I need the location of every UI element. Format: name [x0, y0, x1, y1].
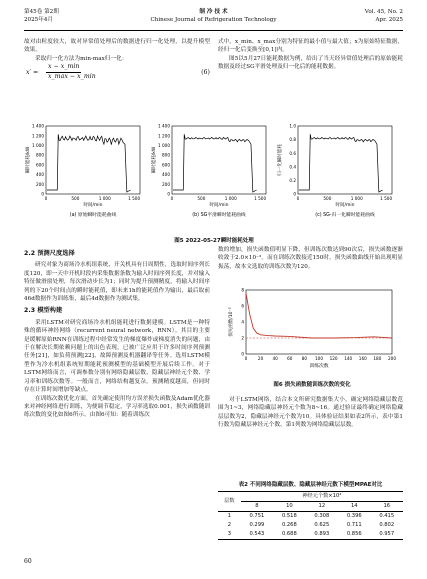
x-tick-label: 1 500 [380, 196, 393, 201]
column-header: 14 [338, 502, 370, 512]
figure-6-caption: 图6 损失函数随训练次数的变化 [273, 382, 351, 388]
table-cell: 0.751 [249, 513, 265, 519]
y-axis-label: 瞬时能耗/kW [152, 146, 157, 174]
formula-denominator: x_max − x_min [48, 73, 96, 81]
x-tick-label: 500 [323, 196, 332, 201]
table-cell: 0.802 [379, 522, 395, 528]
y-tick-label: 800 [36, 152, 44, 158]
x-tick-label: 40 [272, 356, 278, 361]
journal-title-en: Chinese Journal of Refrigeration Technology [150, 17, 277, 23]
table-row [218, 530, 403, 540]
left-top-column [24, 38, 210, 85]
column-header: 12 [306, 502, 338, 512]
y-tick-label: 200 [36, 181, 44, 187]
x-axis-label: 时间/min [209, 203, 229, 208]
table-cell: 0.543 [249, 531, 265, 537]
column-header: 8 [241, 502, 273, 512]
volume-en: Vol. 45, No. 2 [364, 9, 403, 15]
panel-caption: (c) SG-归一化瞬时能耗曲线 [315, 213, 375, 218]
energy-curve [47, 134, 131, 192]
column-header: 16 [371, 502, 404, 512]
page-header [24, 8, 403, 32]
x-tick-label: 1 000 [350, 196, 363, 201]
loss-curve [246, 293, 392, 338]
x-tick-label: 0 [244, 356, 248, 361]
x-tick-label: 160 [358, 356, 367, 361]
x-tick-label: 1 500 [254, 196, 267, 201]
paragraph: 故对由粒度较大，故对异常值处理后的数据进行归一化处理，以提升模型效果。 [24, 39, 210, 54]
x-tick-label: 80 [301, 356, 308, 361]
formula-lhs: x′ = [26, 69, 39, 77]
x-tick-label: 200 [388, 356, 396, 361]
x-tick-label: 0 [44, 196, 48, 201]
x-axis-label: 时间/min [83, 203, 103, 208]
y-tick-label: 0.8 [289, 137, 296, 143]
plot-frame [246, 290, 392, 354]
y-tick-label: 800 [162, 152, 170, 158]
table-span-header: 神经元个数×10⁴ [241, 492, 403, 502]
x-tick-label: 120 [329, 356, 338, 361]
table-cell: 0.856 [346, 531, 362, 537]
table-cell: 3 [227, 531, 231, 537]
figure-6 [222, 286, 402, 386]
figure-5-panel [150, 124, 266, 218]
y-axis-label: 瞬时能耗/kW [26, 146, 31, 174]
table-cell: 0.415 [379, 513, 395, 519]
table-cell: 0.957 [379, 531, 395, 537]
paragraph: 式中，x_min、x_max分别为特征的最小值与最大值；x为原始特征数据，经归一化后变换至[0,1]内。 [218, 39, 403, 54]
table-2-grid [218, 491, 403, 540]
y-tick-label: 0 [41, 191, 44, 197]
paragraph: 在训练次数优化方面，首先确定使用均方误差损失函数及Adam优化器来对神经网络进行训练，为便调节稳定，学习率选取0.001，损失函数随训练次数的变化如图6所示。由图6可知：随着训练次 [24, 395, 210, 419]
y-tick-label: 0 [241, 351, 244, 357]
section-2-3-title: 2.3 模型构建 [24, 307, 63, 315]
y-tick-label: 1.0 [289, 123, 296, 129]
y-tick-label: 400 [162, 172, 170, 178]
energy-curve [173, 134, 257, 192]
x-tick-label: 1 500 [128, 196, 141, 201]
y-tick-label: 0.6 [289, 150, 296, 156]
left-main-column [24, 246, 210, 420]
table-cell: 0.396 [346, 513, 362, 519]
x-axis-label: 训练次数 [309, 364, 329, 369]
table-cell: 0.625 [314, 522, 330, 528]
column-header: 10 [273, 502, 305, 512]
paragraph: 数的增加，损失函数值明显下降，但训练次数达到90次后，损失函数逐渐收敛于2.0×10⁻³。而在训练次数接近150时，损失函数曲线开始出现明显振荡，故本文选取的训练次数为120。 [218, 247, 403, 270]
y-tick-label: 4 [241, 319, 244, 325]
figure-5-caption: 图5 2022-05-27瞬时能耗处理 [174, 238, 254, 244]
page-number: 60 [24, 558, 32, 565]
y-tick-label: 600 [36, 162, 44, 168]
paragraph: 采取归一化方法为min-max归一化： [35, 55, 128, 62]
paragraph: 图5以5月27日能耗数据为例，给出了当天经异常值处理后的原始能耗数据及经过SG平滑处理及归一化后的能耗数据。 [218, 55, 403, 71]
header-rule [24, 30, 403, 31]
table-cell: 0.711 [346, 522, 362, 528]
figure-6-chart [222, 286, 402, 376]
y-tick-label: 200 [162, 181, 170, 187]
y-tick-label: 1 200 [32, 133, 44, 139]
paragraph: 研究对象为商场冷水机组系统，开关机具有日周期性，选取时间序列长度120，即一天中开机时段内采集数据条数为输入时间序列长度，并对输入特征做滑窗处理，每次滑动步长为1；同时为提升预测精度，将输入时间序列的下20个时间点的瞬时能耗值，即未来1h的能耗值作为输出，最后取前46d数据作为训练集，最后4d数据作为测试集。 [24, 262, 210, 303]
paragraph: 对于LSTM网络，结合本文所研究数据集大小，确定网络隐藏层数范围为1~3，网络隐藏层神经元个数为8~16。通过验证最终确定网络隐藏层层数为2，隐藏层神经元个数为10。具体验证结果如表2所示，表中第1行数为隐藏层神经元个数，第1列数为网络隐藏层层数。 [218, 397, 403, 429]
right-top-column [218, 38, 403, 72]
x-tick-label: 1 000 [98, 196, 111, 201]
formula-numerator: x − x_min [46, 63, 81, 72]
x-tick-label: 500 [197, 196, 206, 201]
table-row [218, 521, 403, 530]
figure-5-panels [24, 122, 404, 230]
table-2-title: 表2 不同网络隐藏层数、隐藏层神经元数下模型MPAE对比 [238, 482, 383, 488]
section-2-2-title: 2.2 预测尺度选择 [24, 250, 75, 257]
y-tick-label: 0.4 [289, 164, 296, 170]
y-tick-label: 400 [36, 172, 44, 178]
date-en: Apr. 2025 [375, 17, 403, 23]
y-tick-label: 8 [241, 287, 244, 293]
figure-5 [24, 122, 404, 242]
x-tick-label: 140 [344, 356, 353, 361]
table-cell: 0.688 [281, 531, 297, 537]
y-tick-label: 6 [241, 303, 244, 309]
table-row [218, 512, 403, 522]
x-tick-label: 0 [296, 196, 300, 201]
y-axis-label: 损失函数/10⁻² [229, 307, 234, 337]
paragraph: 采用LSTM对研究商场冷水机组能耗进行数据建模。LSTM是一种特殊的循环神经网络（recurrent neural network，RNN）。其目的主要是缓解原始RNN在训练过程中经常发生的梯度爆炸或梯度消失的问题，由于在解决长期依赖问题上的出色表现，已被广泛应用于许多时间序列预测任务[21]，如负荷预测[22]、故障预测及机器翻译等任务。选用LSTM模型作为冷水机组系统短期能耗预测模型的基础模型开展后续工作。对于LSTM网络而言，可调参数分别有网络隐藏层数、隐藏层神经元个数、学习率和训练次数等。一般而言，网络结构越复杂，预测精度越高，但同时存在计算时间增加等缺点。 [24, 319, 210, 394]
x-axis-label: 时间/min [335, 203, 355, 208]
x-tick-label: 500 [71, 196, 80, 201]
table-corner: 层数 [218, 492, 241, 512]
x-tick-label: 100 [315, 356, 323, 361]
energy-curve [299, 134, 383, 192]
journal-date: 2025年4月 [24, 17, 53, 23]
formula-6 [24, 63, 210, 85]
table-cell: 0.308 [314, 513, 330, 519]
right-mid-column [218, 246, 403, 271]
y-tick-label: 1 200 [158, 133, 170, 139]
table-cell: 0.518 [281, 513, 297, 519]
y-axis-label: 归一化瞬时能耗 [278, 144, 283, 176]
formula-number: (6) [201, 69, 210, 77]
x-tick-label: 180 [373, 356, 382, 361]
x-tick-label: 20 [257, 356, 264, 361]
table-cell: 0.299 [249, 522, 265, 528]
table-cell: 1 [227, 513, 231, 519]
figure-5-panel [24, 124, 140, 218]
x-tick-label: 0 [170, 196, 174, 201]
x-tick-label: 60 [287, 356, 293, 361]
journal-title-cn: 制 冷 技 术 [199, 9, 228, 15]
right-bottom-column [218, 396, 403, 430]
table-cell: 0.893 [314, 531, 330, 537]
panel-caption: (b) SG平滑瞬时能耗曲线 [192, 213, 246, 218]
y-tick-label: 1 000 [158, 143, 170, 149]
y-tick-label: 1 400 [158, 123, 170, 129]
y-tick-label: 600 [162, 162, 170, 168]
table-cell: 2 [227, 522, 231, 528]
journal-volume: 第45卷 第2期 [24, 9, 59, 15]
y-tick-label: 0 [293, 191, 296, 197]
table-2 [218, 482, 403, 540]
y-tick-label: 1 400 [32, 123, 44, 129]
y-tick-label: 1 000 [32, 143, 44, 149]
panel-caption: (a) 原始瞬时能耗曲线 [69, 213, 117, 218]
figure-5-panel [276, 124, 392, 218]
y-tick-label: 0 [167, 191, 170, 197]
y-tick-label: 0.2 [289, 178, 296, 183]
table-cell: 0.268 [281, 522, 297, 528]
x-tick-label: 1 000 [224, 196, 237, 201]
y-tick-label: 2 [241, 335, 244, 341]
